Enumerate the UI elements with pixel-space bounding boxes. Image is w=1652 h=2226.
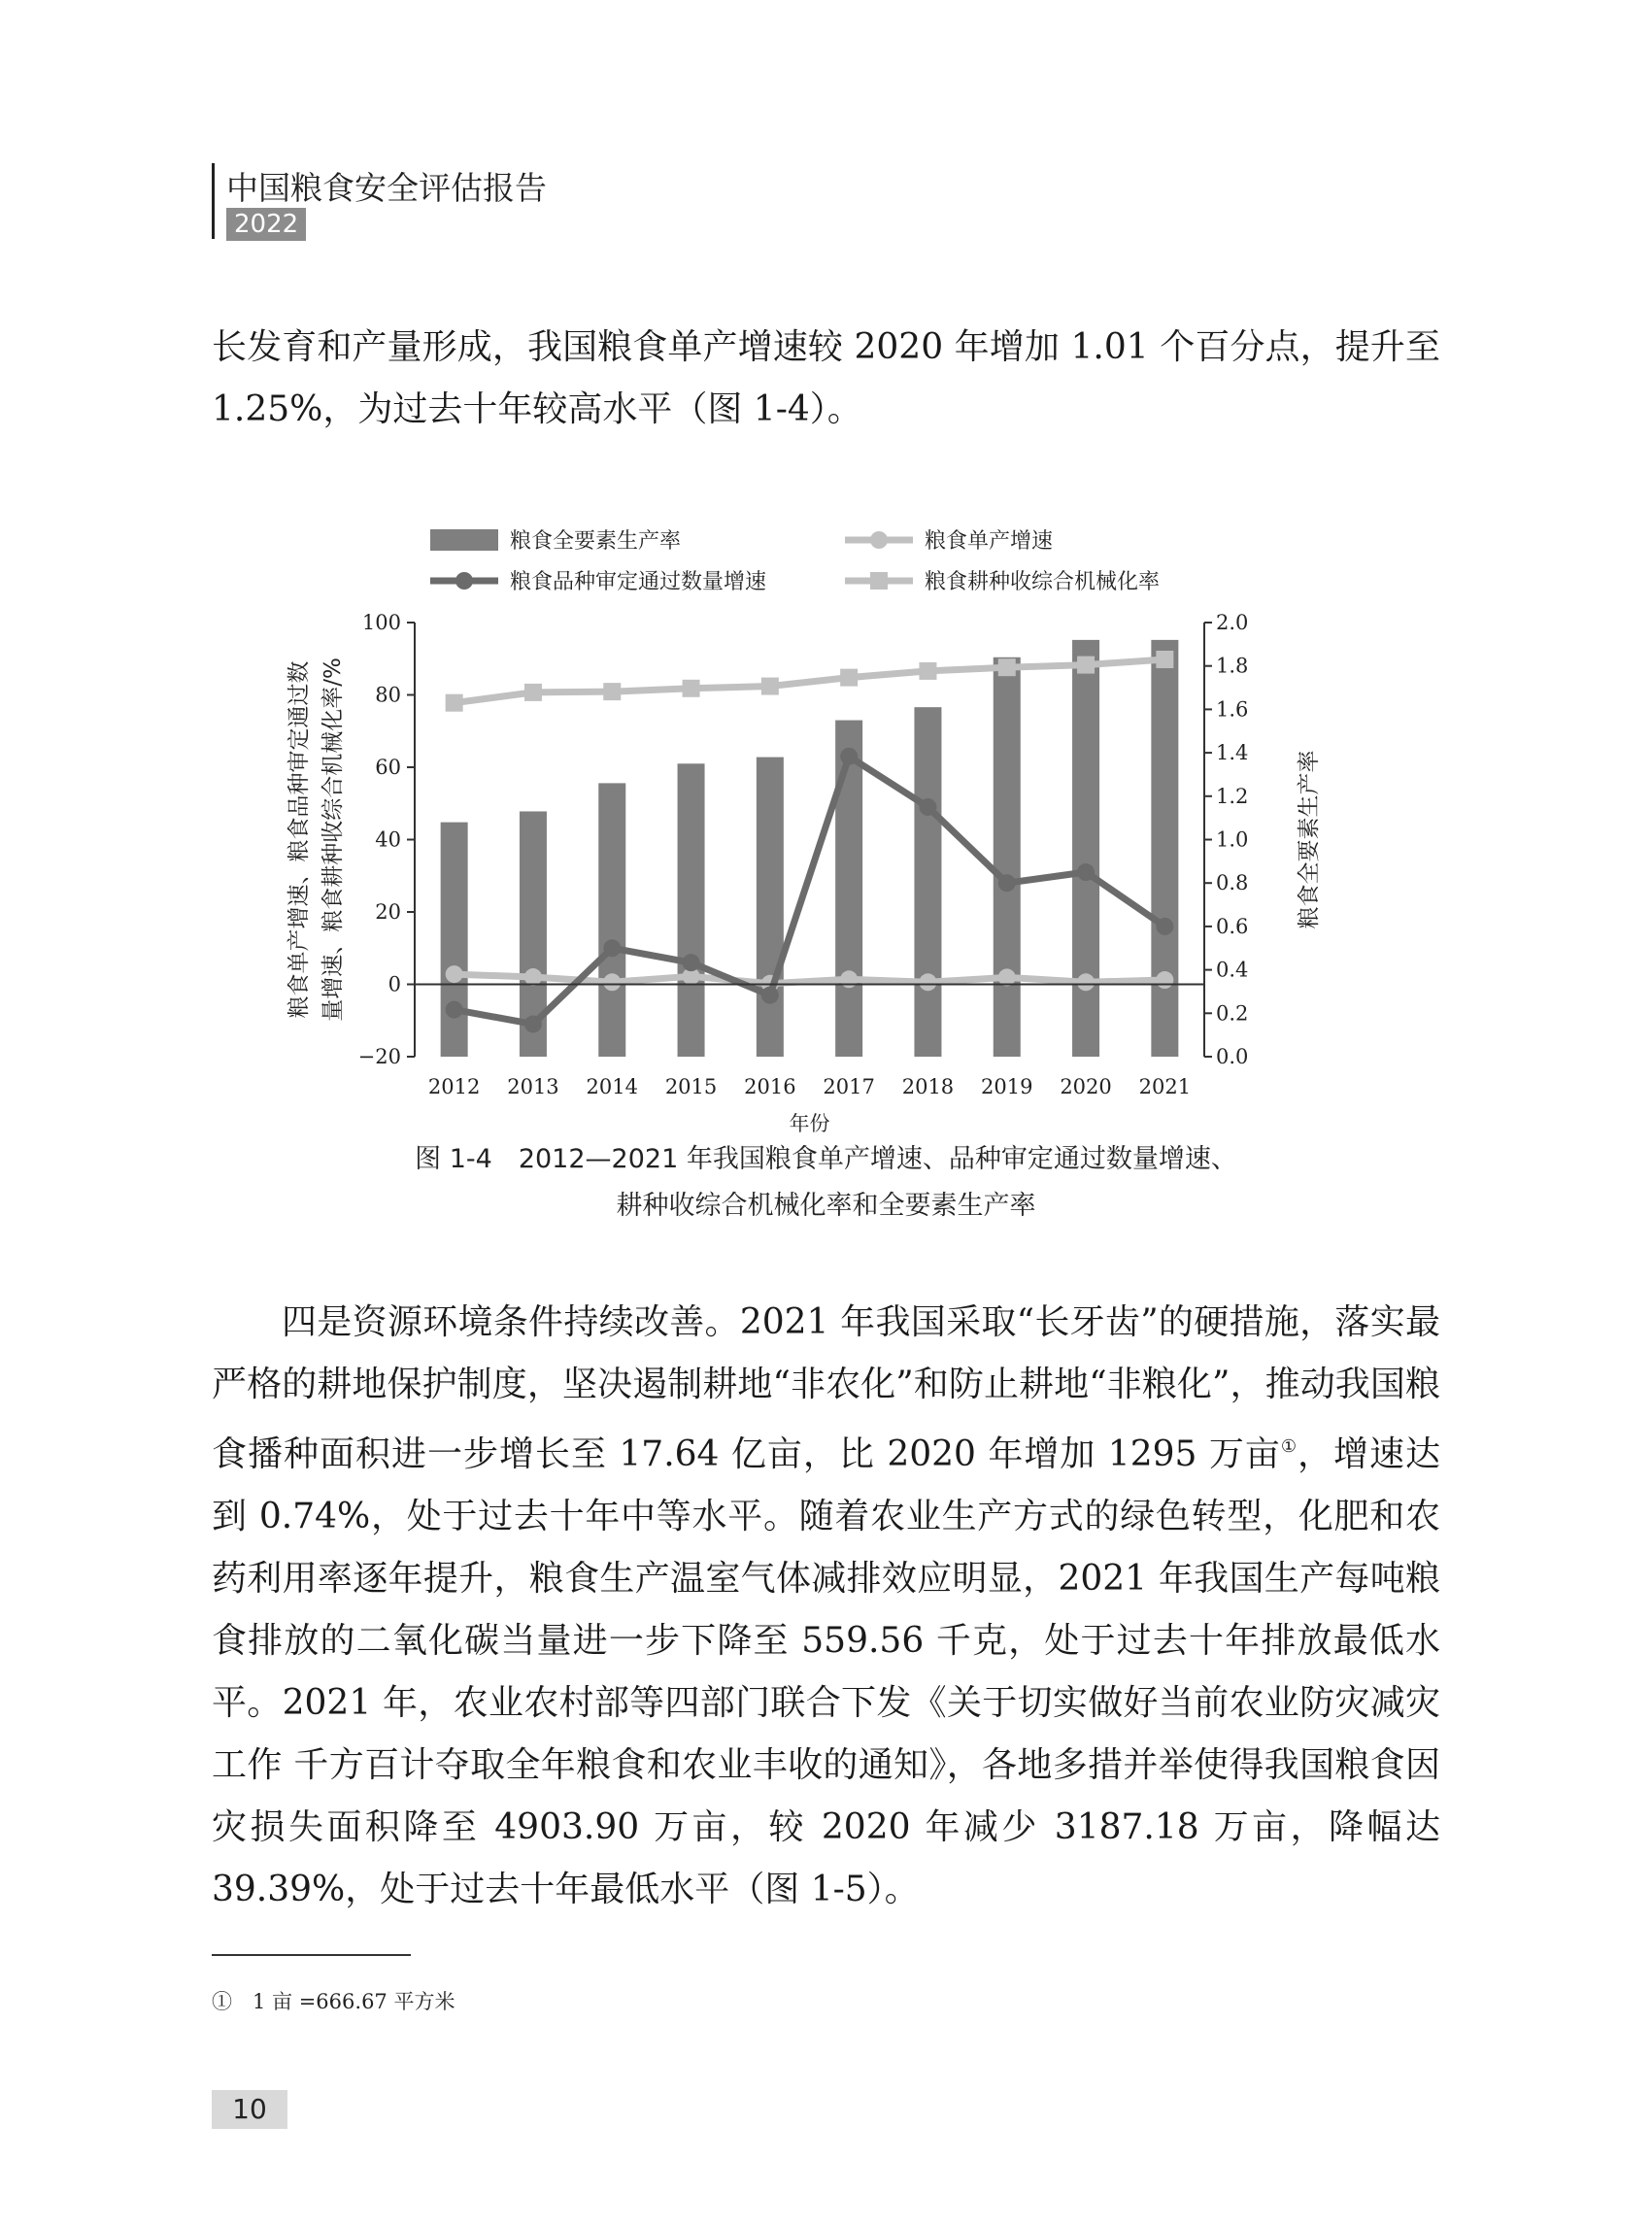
right-tick-label: 2.0 [1216, 611, 1249, 634]
bar-2012 [441, 823, 468, 1057]
chart-legend [430, 529, 1160, 594]
book-title: 中国粮食安全评估报告 [226, 169, 547, 207]
figure-caption-line-1: 图 1-4 2012—2021 年我国粮食单产增速、品种审定通过数量增速、 [415, 1144, 1237, 1174]
right-tick-label: 1.2 [1216, 784, 1249, 808]
x-tick-label: 2020 [1060, 1075, 1112, 1098]
bar-2015 [678, 763, 705, 1057]
point-粮食耕种收综合机械化率-2016 [761, 678, 779, 695]
point-粮食品种审定通过数量增速-2015 [683, 954, 700, 971]
right-tick-label: 0.6 [1216, 914, 1249, 938]
point-粮食品种审定通过数量增速-2013 [524, 1015, 542, 1032]
bar-2020 [1072, 640, 1099, 1057]
paragraph-2 [212, 1292, 1440, 1921]
legend-label: 粮食品种审定通过数量增速 [510, 570, 767, 594]
right-tick-label: 1.8 [1216, 654, 1249, 678]
bar-2017 [835, 721, 862, 1057]
point-粮食品种审定通过数量增速-2020 [1077, 863, 1095, 881]
right-tick-label: 1.6 [1216, 697, 1249, 722]
legend-label: 粮食耕种收综合机械化率 [925, 570, 1161, 594]
bar-2019 [994, 658, 1021, 1057]
point-粮食单产增速-2018 [919, 973, 936, 991]
y-axis-label-left-1: 粮食单产增速、粮食品种审定通过数 [287, 660, 312, 1019]
left-tick-label: 80 [375, 683, 401, 707]
x-tick-label: 2013 [507, 1075, 559, 1098]
point-粮食品种审定通过数量增速-2012 [446, 1001, 463, 1019]
y-axis-label-right: 粮食全要素生产率 [1297, 750, 1322, 929]
left-tick-label: −20 [357, 1045, 401, 1068]
legend-label: 粮食全要素生产率 [510, 529, 682, 554]
point-粮食耕种收综合机械化率-2020 [1077, 657, 1095, 674]
point-粮食单产增速-2021 [1156, 971, 1173, 989]
right-tick-label: 1.4 [1216, 741, 1249, 765]
x-tick-label: 2019 [981, 1075, 1033, 1098]
bar-2021 [1151, 640, 1178, 1057]
legend-item-粮食全要素生产率 [430, 529, 681, 554]
line-series [446, 651, 1174, 1032]
bar-series [441, 640, 1179, 1057]
point-粮食单产增速-2013 [524, 968, 542, 986]
point-粮食品种审定通过数量增速-2018 [919, 798, 936, 816]
point-粮食耕种收综合机械化率-2021 [1156, 651, 1173, 668]
right-tick-label: 0.8 [1216, 871, 1249, 895]
legend-swatch-marker [870, 531, 888, 549]
paragraph-2-part-1: 四是资源环境条件持续改善。2021 年我国采取“长牙齿”的硬措施，落实最严格的耕地保护制度，坚决遏制耕地“非农化”和防止耕地“非粮化”，推动我国粮食播种面积进一步增长至 17.64 亿亩，比 2020 年增加 1295 万亩 [212, 1302, 1440, 1474]
page-number: 10 [212, 2090, 287, 2129]
line-粮食单产增速 [455, 974, 1165, 984]
point-粮食耕种收综合机械化率-2015 [683, 680, 700, 697]
footnote-rule [212, 1954, 411, 1956]
footnote: ① 1 亩 =666.67 平方米 [212, 1990, 455, 2013]
x-tick-label: 2021 [1138, 1075, 1192, 1098]
point-粮食耕种收综合机械化率-2014 [603, 683, 621, 700]
legend-label: 粮食单产增速 [925, 529, 1054, 554]
figure-caption-line-2: 耕种收综合机械化率和全要素生产率 [616, 1191, 1036, 1221]
legend-item-粮食单产增速 [845, 529, 1053, 554]
point-粮食品种审定通过数量增速-2014 [603, 939, 621, 957]
legend-item-粮食品种审定通过数量增速 [430, 570, 766, 594]
left-tick-label: 0 [388, 972, 401, 996]
point-粮食耕种收综合机械化率-2019 [998, 658, 1016, 676]
x-tick-label: 2015 [664, 1075, 718, 1098]
x-axis-label: 年份 [789, 1112, 830, 1135]
legend-swatch [430, 529, 498, 551]
y-axis-label-left-2: 量增速、粮食耕种收综合机械化率/% [320, 658, 346, 1022]
point-粮食单产增速-2020 [1077, 973, 1095, 991]
bar-2018 [914, 707, 941, 1057]
x-tick-label: 2012 [427, 1075, 481, 1098]
left-tick-label: 60 [375, 756, 401, 779]
paragraph-2-part-2: ，增速达到 0.74%，处于过去十年中等水平。随着农业生产方式的绿色转型，化肥和农药利用率逐年提升，粮食生产温室气体减排效应明显，2021 年我国生产每吨粮食排放的二氧化碳当量进一步下降至 559.56 千克，处于过去十年排放最低水平。2021 年，农业农村部等四部门联合下发《关于切实做好当前农业防灾减灾工作 千方百计夺取全年粮食和农业丰收的通知》，各地多措并举使得我国粮食因灾损失面积降至 4903.90 万亩，较 2020 年减少 3187.18 万亩，降幅达 39.39%，处于过去十年最低水平（图 1-5）。 [212, 1434, 1440, 1909]
line-粮食耕种收综合机械化率 [455, 659, 1165, 703]
paragraph-1: 长发育和产量形成，我国粮食单产增速较 2020 年增加 1.01 个百分点，提升至 1.25%，为过去十年较高水平（图 1-4）。 [212, 327, 1440, 429]
x-tick-label: 2014 [586, 1075, 638, 1098]
right-tick-label: 0.0 [1216, 1045, 1249, 1068]
legend-item-粮食耕种收综合机械化率 [845, 570, 1160, 594]
point-粮食品种审定通过数量增速-2019 [998, 874, 1016, 892]
point-粮食耕种收综合机械化率-2012 [446, 694, 463, 712]
legend-swatch-marker [455, 572, 473, 590]
point-粮食品种审定通过数量增速-2016 [761, 987, 779, 1004]
book-year-badge: 2022 [226, 208, 306, 241]
right-tick-label: 0.4 [1216, 958, 1249, 982]
bar-2016 [757, 758, 784, 1057]
point-粮食耕种收综合机械化率-2017 [840, 669, 858, 687]
x-tick-label: 2018 [901, 1075, 955, 1098]
left-tick-label: 20 [375, 900, 401, 924]
bar-2014 [598, 783, 625, 1057]
left-tick-label: 100 [361, 611, 401, 634]
x-tick-label: 2016 [744, 1075, 796, 1098]
point-粮食耕种收综合机械化率-2013 [524, 684, 542, 701]
right-tick-label: 1.0 [1216, 827, 1249, 852]
footnote-ref: ① [1280, 1436, 1298, 1457]
point-粮食单产增速-2014 [603, 973, 621, 991]
right-tick-label: 0.2 [1216, 1001, 1249, 1026]
point-粮食单产增速-2017 [840, 970, 858, 988]
point-粮食耕种收综合机械化率-2018 [919, 662, 936, 680]
left-tick-label: 40 [375, 827, 401, 852]
point-粮食单产增速-2012 [446, 965, 463, 983]
legend-swatch-marker [870, 572, 888, 590]
x-tick-label: 2017 [823, 1075, 875, 1098]
point-粮食品种审定通过数量增速-2021 [1156, 918, 1173, 935]
point-粮食品种审定通过数量增速-2017 [840, 748, 858, 765]
